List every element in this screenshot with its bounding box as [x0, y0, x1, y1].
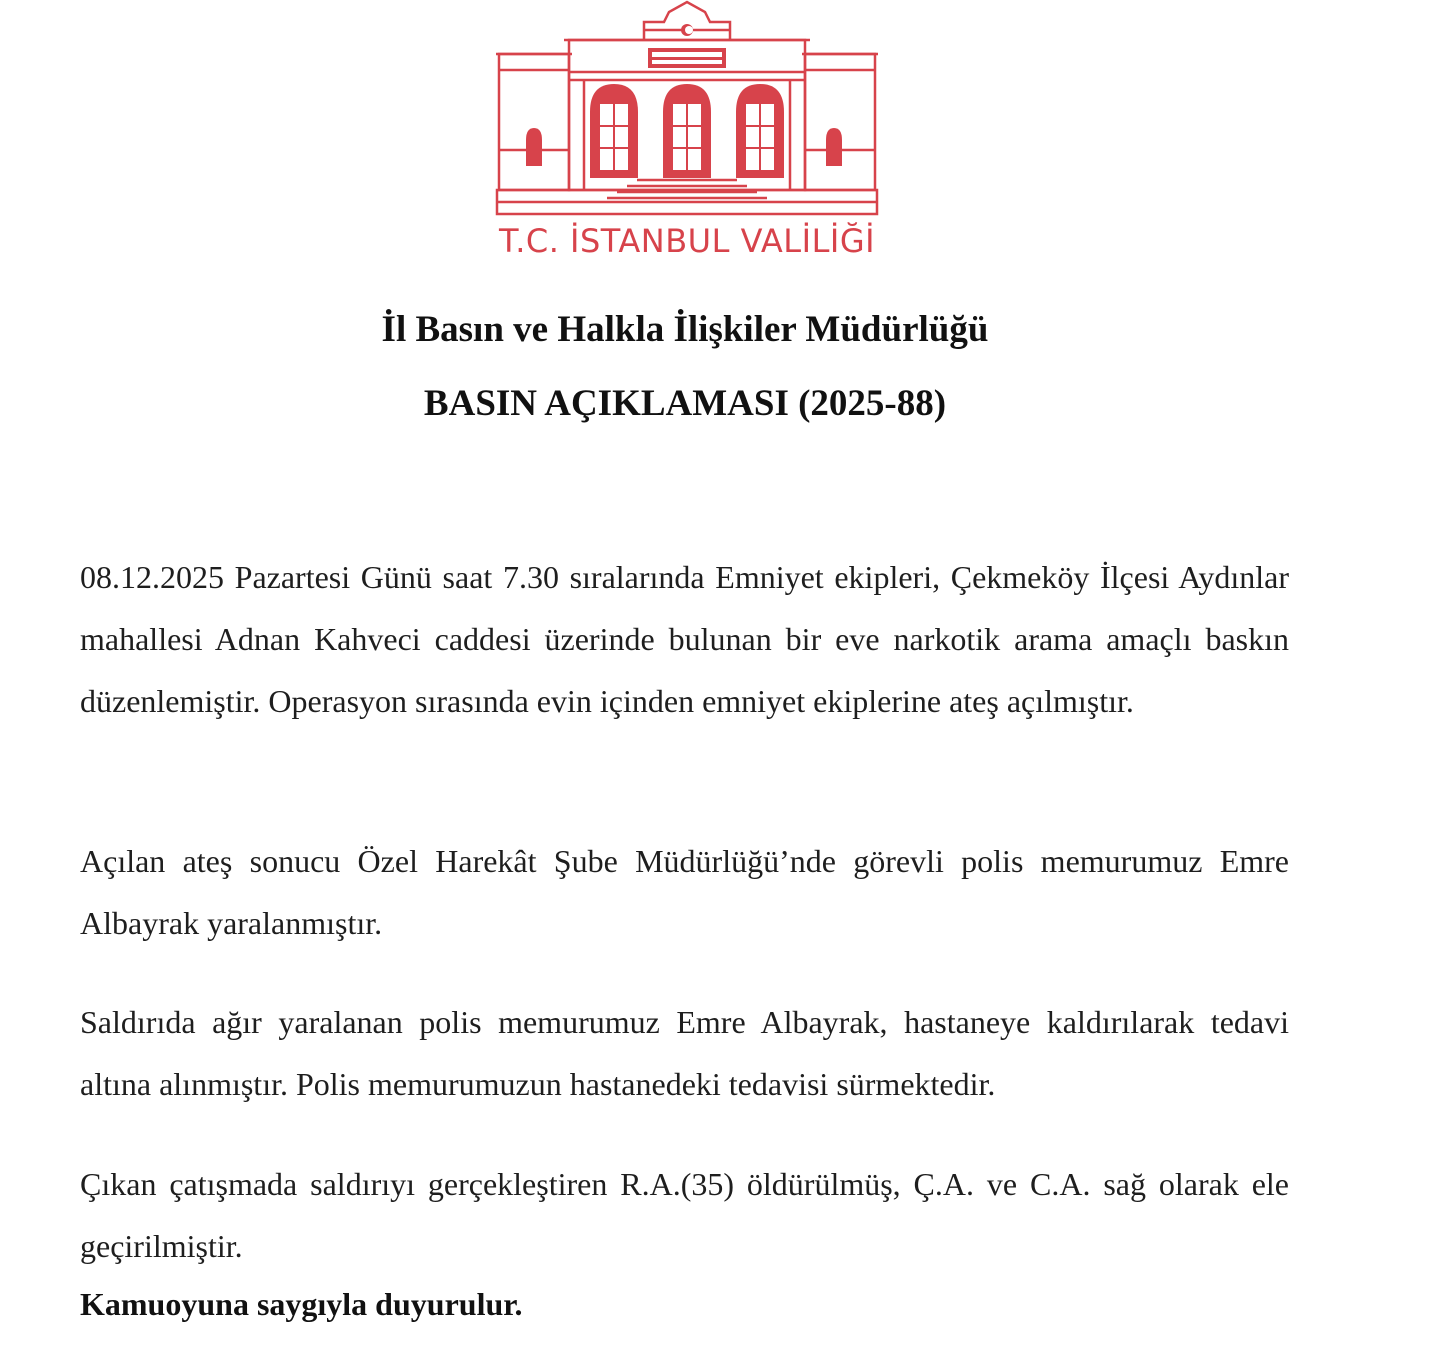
department-title: İl Basın ve Halkla İlişkiler Müdürlüğü	[381, 309, 989, 350]
governorship-logo	[494, 0, 880, 270]
paragraph-4: Çıkan çatışmada saldırıyı gerçekleştiren R.A.(35) öldürülmüş, Ç.A. ve C.A. sağ olarak ele geçirilmiştir.	[80, 1166, 1289, 1264]
document-title: BASIN AÇIKLAMASI (2025-88)	[423, 383, 947, 424]
paragraph-2: Açılan ateş sonucu Özel Harekât Şube Müdürlüğü’nde görevli polis memurumuz Emre Albayrak yaralanmıştır.	[80, 843, 1289, 941]
logo-text: T.C. İSTANBUL VALİLİĞİ	[498, 222, 876, 260]
governorship-building-icon	[494, 0, 880, 220]
closing-statement: Kamuoyuna saygıyla duyurulur.	[80, 1286, 523, 1322]
paragraph-1: 08.12.2025 Pazartesi Günü saat 7.30 sıralarında Emniyet ekipleri, Çekmeköy İlçesi Aydınlar mahallesi Adnan Kahveci caddesi üzerinde bulunan bir eve narkotik arama amaçlı baskın düzenlemiştir. Operasyon sırasında evin içinden emniyet ekiplerine ateş açılmıştır.	[80, 559, 1289, 719]
paragraph-3: Saldırıda ağır yaralanan polis memurumuz Emre Albayrak, hastaneye kaldırılarak tedavi altına alınmıştır. Polis memurumuzun hastanedeki tedavisi sürmektedir.	[80, 1004, 1289, 1102]
